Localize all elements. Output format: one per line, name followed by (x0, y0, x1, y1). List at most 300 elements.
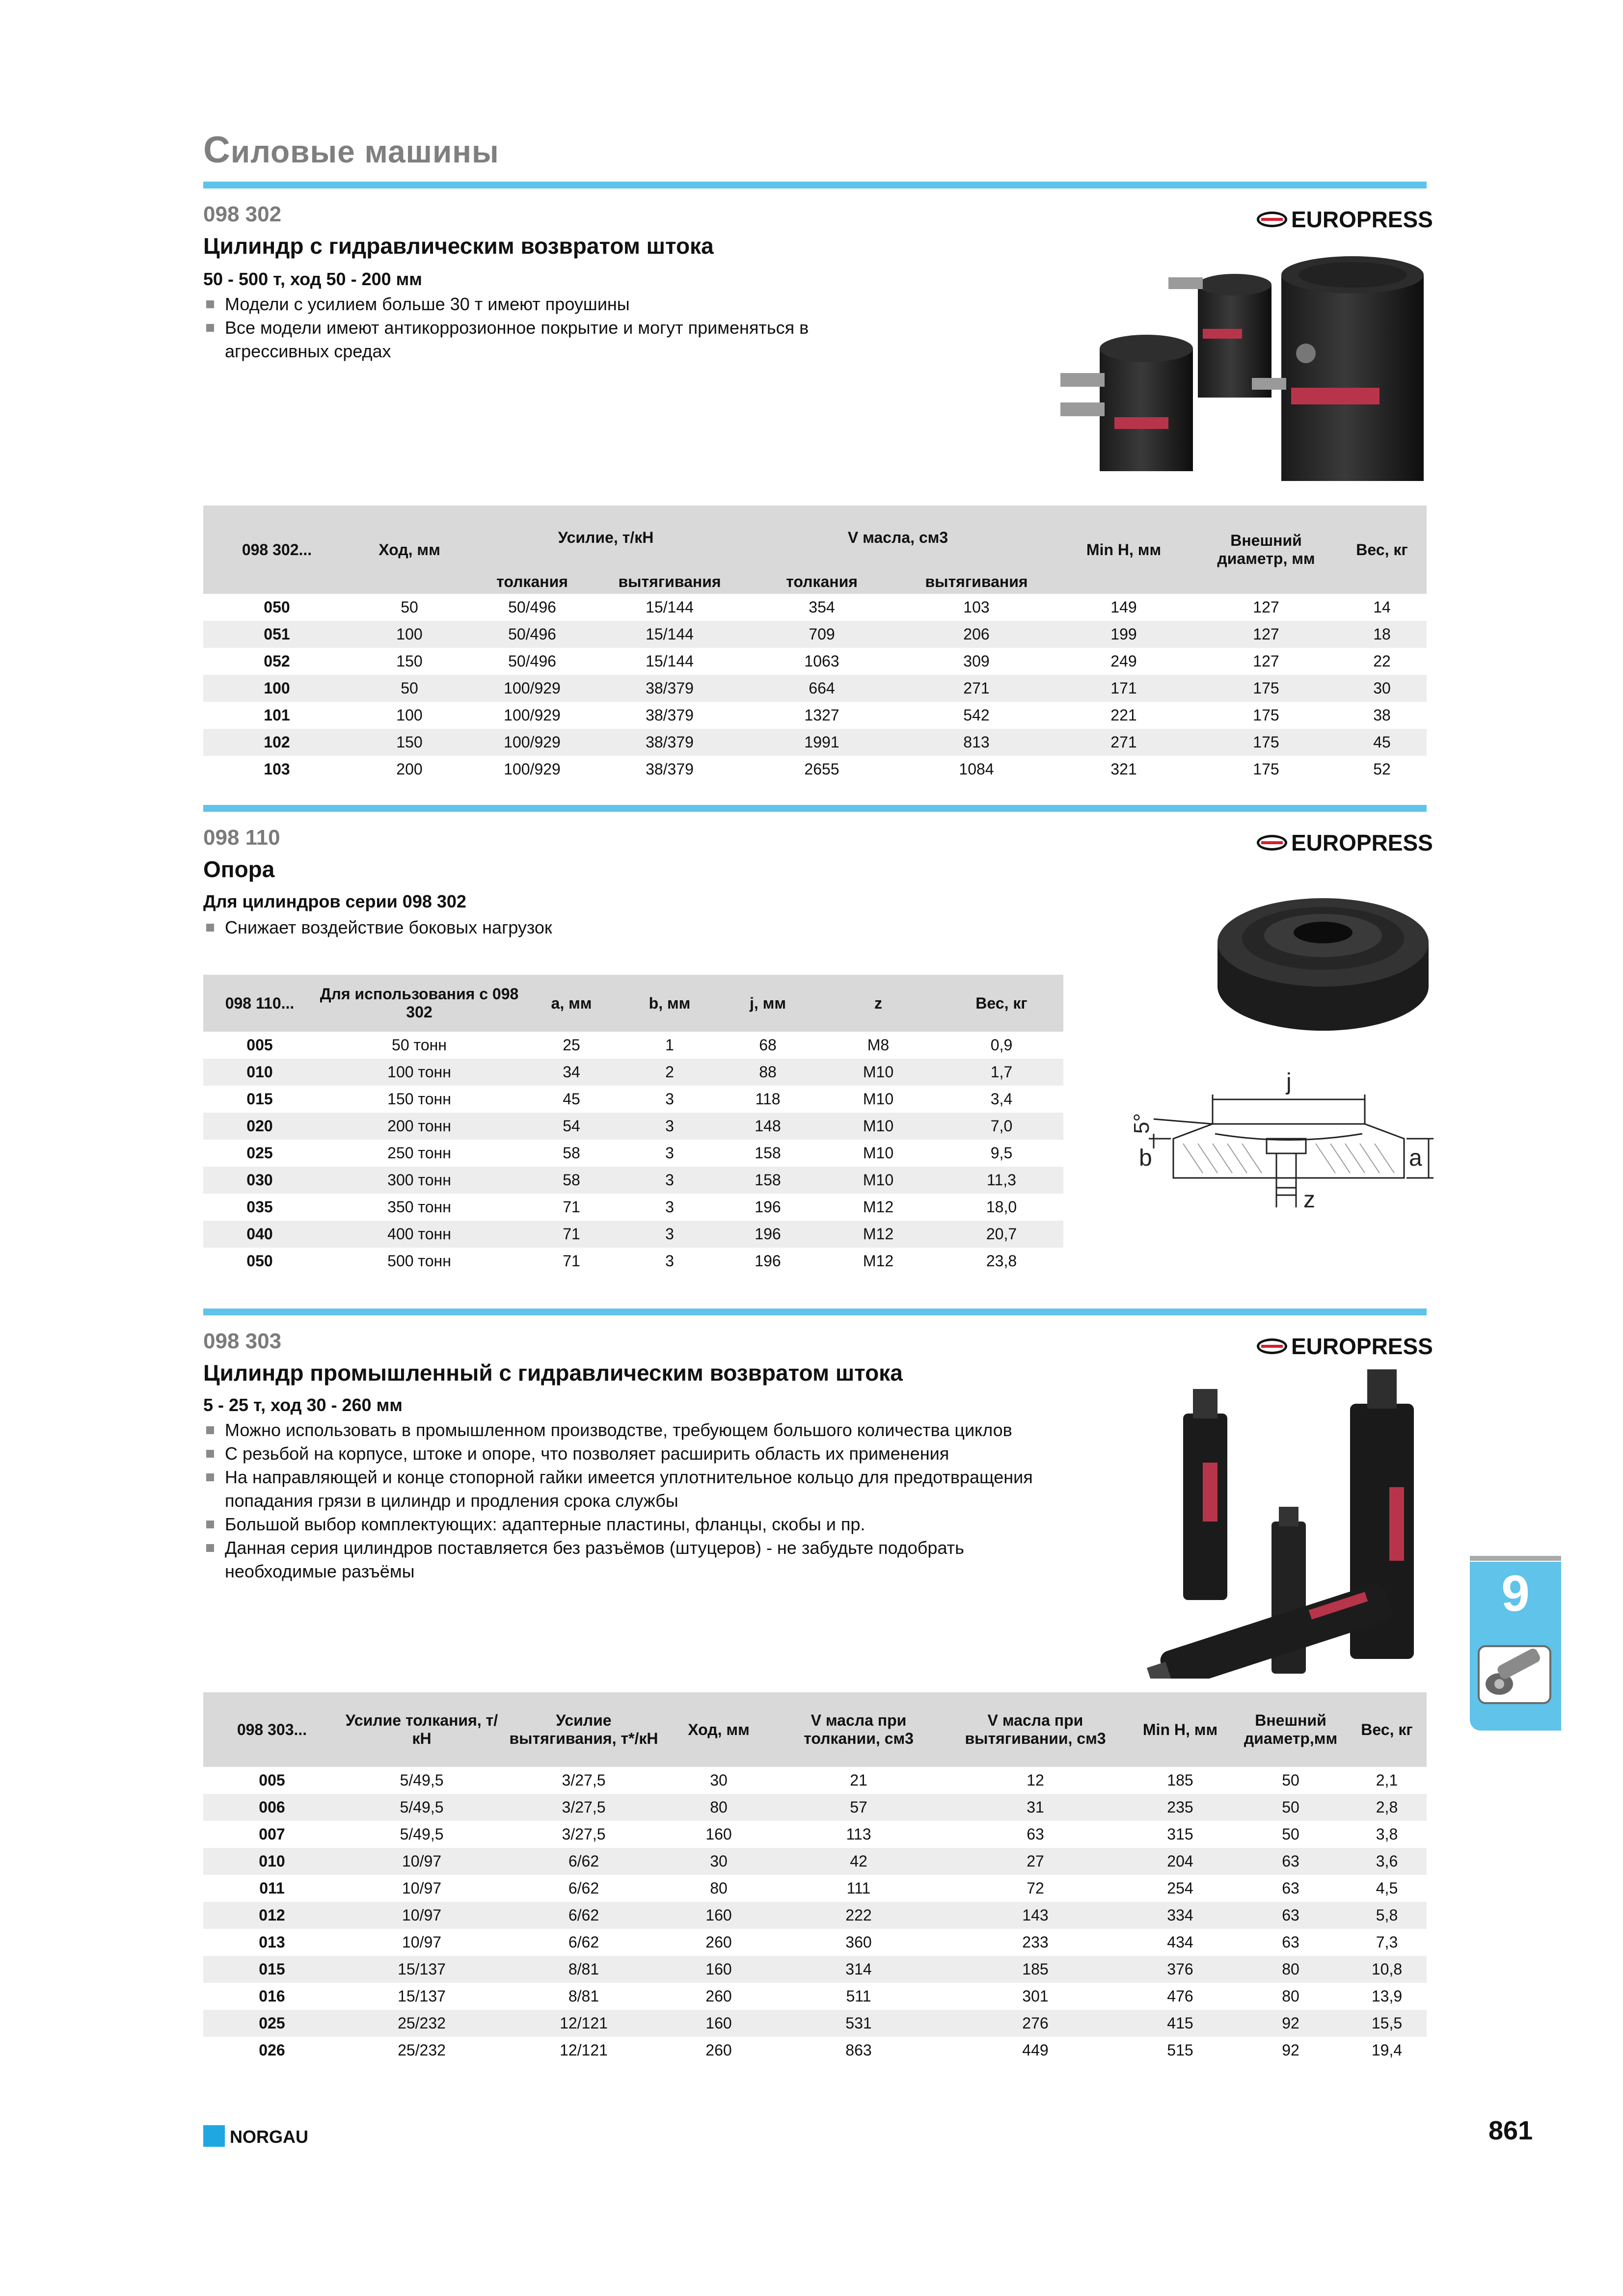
table-cell: 10/97 (341, 1848, 503, 1875)
table-cell: 321 (1110, 760, 1137, 778)
table-cell: 100 тонн (316, 1059, 522, 1086)
table-cell: 6/62 (568, 1933, 599, 1951)
table-row (203, 756, 1427, 783)
table-cell: 196 (755, 1252, 781, 1270)
column-header: Ход, мм (665, 1692, 773, 1767)
table-cell: 276 (945, 2010, 1126, 2037)
feature-list (203, 293, 881, 363)
table-cell: 45 (1337, 729, 1427, 756)
dimension-label: z (1303, 1187, 1315, 1213)
table-cell: 50 тонн (392, 1036, 447, 1054)
dimension-label: j (1286, 1069, 1292, 1095)
support-technical-drawing (1119, 1060, 1438, 1242)
table-cell: 30 (710, 1771, 728, 1789)
table-cell: 100 (351, 621, 468, 648)
feature-item: Модели с усилием больше 30 т имеют проушины (203, 293, 881, 316)
table-cell: 6/62 (503, 1902, 665, 1929)
brand-logo: EUROPRESS (1257, 829, 1433, 856)
column-header: z (817, 975, 940, 1032)
table-cell: 500 тонн (387, 1252, 451, 1270)
table-row (203, 702, 1427, 729)
europress-logo-icon (1257, 212, 1287, 227)
table-cell: 360 (845, 1933, 872, 1951)
article-code-cell: 100 (203, 675, 351, 702)
column-header: Min H, мм (1126, 1692, 1234, 1767)
table-row (203, 1983, 1427, 2010)
feature-item: Снижает воздействие боковых нагрузок (203, 916, 881, 939)
table-row (203, 1140, 1063, 1167)
table-cell: 3 (621, 1221, 719, 1248)
article-code-cell: 050 (246, 1252, 273, 1270)
table-cell: 38/379 (646, 760, 694, 778)
table-row (203, 621, 1427, 648)
table-cell: 271 (1053, 729, 1195, 756)
table-cell: 8/81 (503, 1956, 665, 1983)
brand-logo: EUROPRESS (1257, 206, 1433, 233)
table-cell: 664 (743, 675, 900, 702)
table-cell: 45 (563, 1090, 580, 1108)
table-row (203, 1875, 1427, 1902)
dimension-label: a (1409, 1145, 1422, 1171)
table-cell: 25/232 (398, 2041, 446, 2059)
table-cell: 2 (621, 1059, 719, 1086)
product-title: Опора (203, 856, 275, 882)
feature-item: С резьбой на корпусе, штоке и опоре, что позволяет расширить область их применения (203, 1442, 1038, 1466)
table-cell: 22 (1373, 652, 1391, 670)
table-cell: 18 (1337, 621, 1427, 648)
table-cell: 2655 (804, 760, 839, 778)
column-subheader: вытягивания (900, 569, 1053, 594)
table-cell: 196 (755, 1198, 781, 1216)
column-header: Внешний диаметр, мм (1195, 506, 1337, 594)
table-cell: 5/49,5 (400, 1771, 444, 1789)
table-cell: 34 (522, 1059, 621, 1086)
table-cell: 185 (945, 1956, 1126, 1983)
table-cell: 68 (759, 1036, 777, 1054)
article-code-cell: 010 (203, 1059, 316, 1086)
table-cell: 143 (945, 1902, 1126, 1929)
table-cell: 200 тонн (316, 1113, 522, 1140)
table-cell: M10 (817, 1059, 940, 1086)
table-cell: 31 (945, 1794, 1126, 1821)
table-cell: 2,1 (1376, 1771, 1398, 1789)
article-code-cell: 050 (264, 598, 290, 616)
product-code: 098 110 (203, 826, 280, 850)
footer-brand: NORGAU (230, 2127, 308, 2147)
table-cell: 199 (1053, 621, 1195, 648)
europress-logo-icon (1257, 1338, 1287, 1354)
dimension-label: b (1139, 1145, 1152, 1171)
column-header: V масла при вытягивании, см3 (945, 1692, 1126, 1767)
table-row (203, 1767, 1427, 1794)
table-cell: 71 (563, 1198, 580, 1216)
table-cell: 71 (522, 1221, 621, 1248)
column-header: Min H, мм (1053, 506, 1195, 594)
table-cell: 813 (900, 729, 1053, 756)
table-cell: 6/62 (503, 1848, 665, 1875)
table-cell: 50 (1234, 1794, 1347, 1821)
table-cell: M10 (863, 1144, 894, 1162)
article-code-cell: 035 (246, 1198, 273, 1216)
article-code-cell: 007 (259, 1825, 285, 1843)
table-cell: 71 (563, 1252, 580, 1270)
table-cell: 2,8 (1347, 1794, 1427, 1821)
table-cell: 88 (719, 1059, 817, 1086)
brand-logo: EUROPRESS (1257, 1333, 1433, 1360)
table-cell: 52 (1373, 760, 1391, 778)
article-code-cell: 013 (259, 1933, 285, 1951)
article-code-cell: 016 (259, 1987, 285, 2005)
feature-list (203, 916, 881, 939)
table-cell: 12/121 (560, 2041, 608, 2059)
table-row (203, 1929, 1427, 1956)
table-cell: 175 (1253, 760, 1279, 778)
table-cell: 160 (665, 1956, 773, 1983)
table-cell: 3,4 (990, 1090, 1013, 1108)
table-cell: 1084 (959, 760, 994, 778)
dimension-label: 5° (1130, 1113, 1154, 1134)
table-cell: 150 тонн (387, 1090, 451, 1108)
chapter-number: 9 (1501, 1565, 1530, 1622)
table-cell: 100 (396, 706, 423, 724)
table-cell: 3 (665, 1090, 674, 1108)
table-cell: 50 (1282, 1825, 1299, 1843)
norgau-logo-icon (203, 2125, 225, 2147)
table-cell: 127 (1195, 621, 1337, 648)
table-row (203, 729, 1427, 756)
table-row (203, 1032, 1063, 1059)
industrial-cylinder-product-image (1144, 1364, 1438, 1679)
column-header: 098 302... (203, 506, 351, 594)
table-cell: 511 (846, 1987, 871, 2005)
table-cell: 80 (665, 1794, 773, 1821)
table-cell: 301 (1022, 1987, 1049, 2005)
column-header: Вес, кг (940, 975, 1063, 1032)
table-cell: 1 (665, 1036, 674, 1054)
table-cell: 21 (850, 1771, 867, 1789)
feature-item: Большой выбор комплектующих: адаптерные пластины, фланцы, скобы и пр. (203, 1513, 1038, 1536)
table-cell: 160 (665, 1902, 773, 1929)
table-cell: 204 (1126, 1848, 1234, 1875)
page-number: 861 (1488, 2116, 1533, 2145)
table-cell: 175 (1195, 675, 1337, 702)
table-cell: 50 (1282, 1771, 1299, 1789)
table-cell: 92 (1234, 2010, 1347, 2037)
table-cell: 3/27,5 (562, 1771, 606, 1789)
article-code-cell: 015 (203, 1956, 341, 1983)
article-code-cell: 006 (203, 1794, 341, 1821)
table-cell: 400 тонн (316, 1221, 522, 1248)
column-header: V масла при толкании, см3 (773, 1692, 945, 1767)
table-cell: 15/137 (398, 1987, 446, 2005)
table-cell: 58 (563, 1144, 580, 1162)
table-cell: 58 (522, 1167, 621, 1194)
article-code-cell: 010 (203, 1848, 341, 1875)
table-cell: 15/137 (341, 1956, 503, 1983)
table-cell: 3 (665, 1252, 674, 1270)
spec-table (203, 1692, 1427, 2064)
product-subtitle: Для цилиндров серии 098 302 (203, 891, 466, 911)
table-cell: 3,6 (1347, 1848, 1427, 1875)
table-row (203, 1086, 1063, 1113)
table-cell: 7,0 (940, 1113, 1063, 1140)
table-cell: 148 (719, 1113, 817, 1140)
table-cell: 515 (1167, 2041, 1193, 2059)
table-row (203, 594, 1427, 621)
table-cell: 0,9 (990, 1036, 1013, 1054)
table-cell: 25 (563, 1036, 580, 1054)
table-cell: 158 (755, 1144, 781, 1162)
table-cell: M10 (863, 1090, 894, 1108)
table-cell: M12 (817, 1221, 940, 1248)
table-cell: 50/496 (508, 598, 556, 616)
table-cell: 196 (719, 1221, 817, 1248)
product-code: 098 302 (203, 202, 282, 226)
table-cell: 20,7 (940, 1221, 1063, 1248)
table-cell: 222 (773, 1902, 945, 1929)
table-cell: 5,8 (1347, 1902, 1427, 1929)
table-cell: 1,7 (940, 1059, 1063, 1086)
table-cell: 63 (1282, 1879, 1299, 1897)
column-header: Ход, мм (351, 506, 468, 594)
table-cell: 221 (1110, 706, 1137, 724)
table-cell: 100/929 (504, 706, 561, 724)
support-product-image (1208, 874, 1438, 1036)
table-cell: 25/232 (341, 2010, 503, 2037)
table-cell: 271 (900, 675, 1053, 702)
table-cell: 14 (1373, 598, 1391, 616)
table-cell: 158 (719, 1167, 817, 1194)
table-cell: 113 (846, 1825, 871, 1843)
table-cell: 233 (1022, 1933, 1049, 1951)
table-cell: 38/379 (596, 675, 743, 702)
column-header: Для использования с 098 302 (316, 975, 522, 1032)
article-code-cell: 015 (246, 1090, 273, 1108)
table-row (203, 1956, 1427, 1983)
column-header: j, мм (719, 975, 817, 1032)
article-code-cell: 005 (246, 1036, 273, 1054)
table-cell: 118 (755, 1090, 781, 1108)
table-cell: 8/81 (568, 1987, 599, 2005)
table-cell: 54 (522, 1113, 621, 1140)
table-cell: 100/929 (468, 729, 596, 756)
table-row (203, 1848, 1427, 1875)
table-cell: 12/121 (503, 2010, 665, 2037)
table-cell: 1991 (743, 729, 900, 756)
table-cell: 10,8 (1347, 1956, 1427, 1983)
table-cell: 38 (1373, 706, 1391, 724)
table-cell: M10 (817, 1167, 940, 1194)
table-cell: 80 (1234, 1956, 1347, 1983)
table-cell: 18,0 (986, 1198, 1017, 1216)
table-cell: 150 (396, 652, 423, 670)
table-cell: M12 (863, 1198, 894, 1216)
table-cell: 709 (743, 621, 900, 648)
table-cell: 3,8 (1376, 1825, 1398, 1843)
table-cell: 38/379 (646, 706, 694, 724)
table-cell: 149 (1110, 598, 1137, 616)
table-cell: 200 (396, 760, 423, 778)
table-cell: 27 (945, 1848, 1126, 1875)
table-cell: 315 (1167, 1825, 1193, 1843)
table-cell: 7,3 (1376, 1933, 1398, 1951)
article-code-cell: 030 (203, 1167, 316, 1194)
spec-table (203, 975, 1063, 1275)
article-code-cell: 103 (264, 760, 290, 778)
table-cell: 63 (1234, 1848, 1347, 1875)
table-row (203, 1194, 1063, 1221)
table-cell: 127 (1253, 652, 1279, 670)
column-header: Внешний диаметр,мм (1234, 1692, 1347, 1767)
table-cell: 80 (1282, 1987, 1299, 2005)
table-cell: 10/97 (402, 1879, 442, 1897)
table-cell: M12 (863, 1252, 894, 1270)
article-code-cell: 025 (203, 2010, 341, 2037)
product-subtitle: 5 - 25 т, ход 30 - 260 мм (203, 1395, 403, 1415)
table-cell: 476 (1167, 1987, 1193, 2005)
table-cell: 50/496 (508, 652, 556, 670)
feature-item: Данная серия цилиндров поставляется без разъёмов (штуцеров) - не забудьте подобрать необходимые разъёмы (203, 1536, 1038, 1583)
table-cell: 250 тонн (387, 1144, 451, 1162)
table-cell: 175 (1195, 729, 1337, 756)
table-cell: 160 (705, 1825, 732, 1843)
chapter-tab-border (1470, 1556, 1561, 1561)
table-row (203, 1221, 1063, 1248)
product-code: 098 303 (203, 1329, 282, 1353)
column-header: 098 303... (203, 1692, 341, 1767)
table-cell: 4,5 (1376, 1879, 1398, 1897)
table-cell: 254 (1167, 1879, 1193, 1897)
table-row (203, 675, 1427, 702)
column-header: 098 110... (203, 975, 316, 1032)
table-cell: 314 (773, 1956, 945, 1983)
table-row (203, 648, 1427, 675)
article-code-cell: 020 (203, 1113, 316, 1140)
table-cell: 5/49,5 (341, 1794, 503, 1821)
table-cell: 415 (1126, 2010, 1234, 2037)
table-cell: 103 (963, 598, 990, 616)
table-cell: 100/929 (504, 760, 561, 778)
article-code-cell: 012 (203, 1902, 341, 1929)
column-header: Вес, кг (1337, 506, 1427, 594)
table-cell: 531 (773, 2010, 945, 2037)
table-cell: 38/379 (596, 729, 743, 756)
table-cell: 15/144 (646, 598, 694, 616)
cylinder-product-image (1055, 255, 1434, 491)
section-divider (203, 1308, 1427, 1315)
column-subheader: толкания (468, 569, 596, 594)
table-cell: 5/49,5 (400, 1825, 444, 1843)
column-header: b, мм (621, 975, 719, 1032)
table-cell: 63 (1234, 1902, 1347, 1929)
table-cell: 260 (705, 2041, 732, 2059)
table-cell: 376 (1126, 1956, 1234, 1983)
table-cell: 334 (1126, 1902, 1234, 1929)
article-code-cell: 101 (264, 706, 290, 724)
article-code-cell: 052 (264, 652, 290, 670)
column-header: Усилие толкания, т/кН (341, 1692, 503, 1767)
table-row (203, 1113, 1063, 1140)
table-cell: 72 (1027, 1879, 1044, 1897)
table-cell: 50 (401, 598, 418, 616)
column-header: V масла, см3 (743, 506, 1053, 569)
table-row (203, 1821, 1427, 1848)
table-cell: 13,9 (1371, 1987, 1403, 2005)
table-cell: 3/27,5 (503, 1794, 665, 1821)
table-cell: 150 (351, 729, 468, 756)
table-cell: 15/144 (646, 652, 694, 670)
table-cell: 19,4 (1371, 2041, 1403, 2059)
table-cell: 1327 (804, 706, 839, 724)
table-cell: 42 (773, 1848, 945, 1875)
table-cell: 111 (846, 1879, 871, 1897)
product-subtitle: 50 - 500 т, ход 50 - 200 мм (203, 269, 422, 289)
column-header: Усилие вытягивания, т*/кН (503, 1692, 665, 1767)
product-title: Цилиндр с гидравлическим возвратом штока (203, 233, 714, 259)
table-row (203, 1167, 1063, 1194)
table-cell: 3/27,5 (562, 1825, 606, 1843)
table-cell: 309 (963, 652, 990, 670)
column-header: Вес, кг (1347, 1692, 1427, 1767)
article-code-cell: 025 (246, 1144, 273, 1162)
table-cell: 1063 (804, 652, 839, 670)
table-cell: 175 (1253, 706, 1279, 724)
table-cell: 50 (351, 675, 468, 702)
table-cell: 3 (621, 1113, 719, 1140)
table-row (203, 2037, 1427, 2064)
table-cell: 171 (1053, 675, 1195, 702)
section-divider (203, 805, 1427, 812)
table-cell: 542 (963, 706, 990, 724)
table-cell: 11,3 (940, 1167, 1063, 1194)
table-cell: 92 (1282, 2041, 1299, 2059)
article-code-cell: 011 (259, 1879, 285, 1897)
article-code-cell: 005 (259, 1771, 285, 1789)
table-cell: 354 (809, 598, 835, 616)
table-cell: 260 (705, 1987, 732, 2005)
table-cell: 863 (845, 2041, 872, 2059)
table-cell: 160 (665, 2010, 773, 2037)
table-row (203, 1248, 1063, 1275)
table-cell: 50/496 (468, 621, 596, 648)
table-cell: 3 (665, 1198, 674, 1216)
table-cell: 434 (1167, 1933, 1193, 1951)
table-cell: 6/62 (568, 1879, 599, 1897)
feature-item: Все модели имеют антикоррозионное покрытие и могут применяться в агрессивных средах (203, 316, 881, 363)
spec-table (203, 506, 1427, 783)
column-subheader: вытягивания (596, 569, 743, 594)
table-cell: 80 (710, 1879, 728, 1897)
column-header: a, мм (522, 975, 621, 1032)
table-cell: 449 (1022, 2041, 1049, 2059)
table-cell: 15/144 (596, 621, 743, 648)
table-cell: M8 (867, 1036, 890, 1054)
table-cell: 30 (665, 1848, 773, 1875)
table-cell: 30 (1337, 675, 1427, 702)
table-cell: 127 (1253, 598, 1279, 616)
column-subheader: толкания (743, 569, 900, 594)
table-cell: 63 (1027, 1825, 1044, 1843)
table-cell: 185 (1167, 1771, 1193, 1789)
article-code-cell: 051 (203, 621, 351, 648)
article-code-cell: 040 (203, 1221, 316, 1248)
table-cell: 300 тонн (316, 1167, 522, 1194)
table-cell: 206 (900, 621, 1053, 648)
table-cell: 15,5 (1347, 2010, 1427, 2037)
article-code-cell: 026 (259, 2041, 285, 2059)
column-header: Усилие, т/кН (468, 506, 743, 569)
table-cell: 350 тонн (387, 1198, 451, 1216)
